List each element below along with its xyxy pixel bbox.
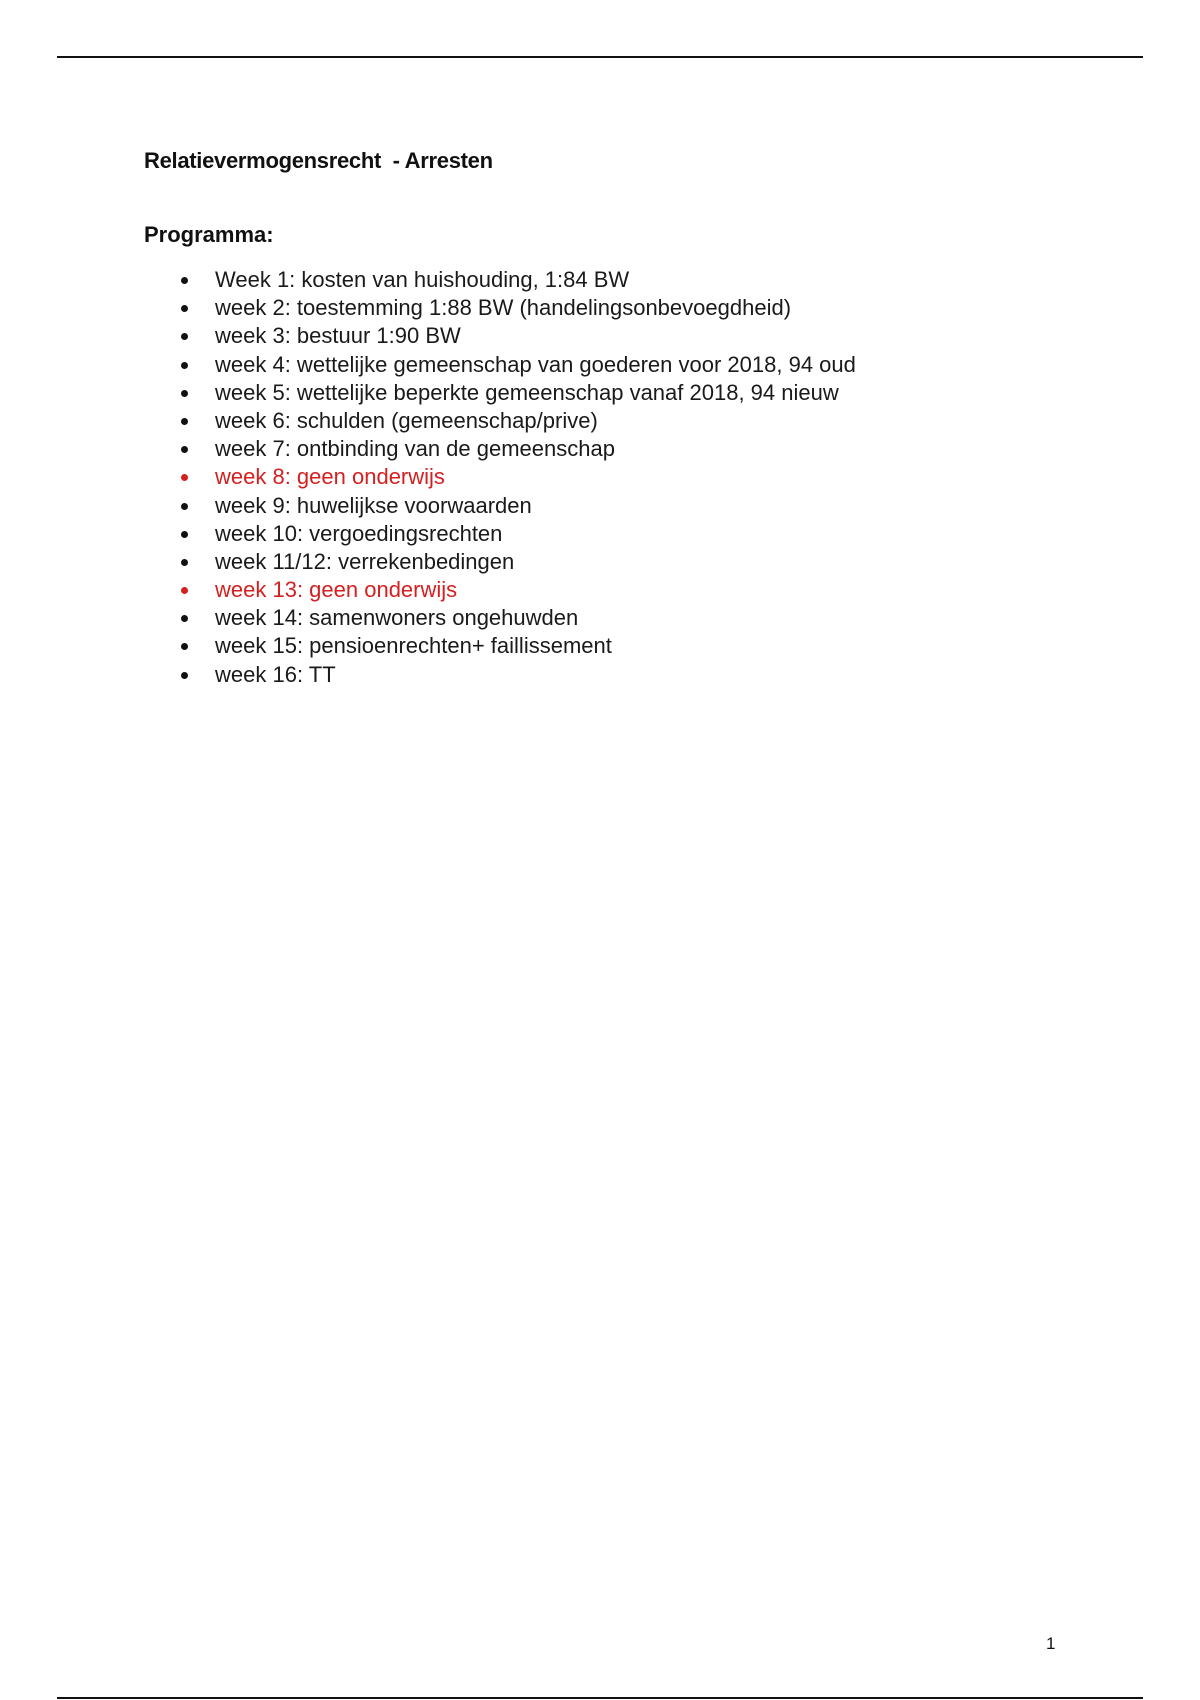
- bullet-icon: [181, 362, 188, 369]
- list-item-text: week 11/12: verrekenbedingen: [215, 548, 515, 574]
- bullet-icon: [181, 474, 188, 481]
- bullet-icon: [181, 559, 188, 566]
- bullet-icon: [181, 503, 188, 510]
- bullet-icon: [181, 333, 188, 340]
- document-title: Relatievermogensrecht - Arresten: [144, 148, 493, 173]
- list-item-text: week 6: schulden (gemeenschap/prive): [215, 407, 598, 433]
- list-item-text: week 15: pensioenrechten+ faillissement: [215, 633, 612, 659]
- bullet-icon: [181, 615, 188, 622]
- bullet-icon: [181, 672, 188, 679]
- list-item-text: week 8: geen onderwijs: [215, 464, 445, 490]
- list-item-text: week 4: wettelijke gemeenschap van goederen voor 2018, 94 oud: [215, 351, 856, 377]
- bullet-icon: [181, 643, 188, 650]
- list-item-text: week 3: bestuur 1:90 BW: [215, 323, 461, 349]
- list-item-text: Week 1: kosten van huishouding, 1:84 BW: [215, 267, 630, 292]
- bullet-icon: [181, 446, 188, 453]
- footer-rule: [57, 1697, 1143, 1699]
- bullet-icon: [181, 277, 188, 284]
- bullet-icon: [181, 390, 188, 397]
- list-item-text: week 7: ontbinding van de gemeenschap: [215, 436, 615, 462]
- header-rule: [57, 56, 1143, 58]
- bullet-icon: [181, 587, 188, 594]
- list-item-text: week 14: samenwoners ongehuwden: [215, 605, 579, 631]
- bullet-icon: [181, 305, 188, 312]
- list-item-text: week 2: toestemming 1:88 BW (handelingsonbevoegdheid): [215, 295, 792, 321]
- list-item-text: week 5: wettelijke beperkte gemeenschap vanaf 2018, 94 nieuw: [215, 379, 839, 405]
- bullet-icon: [181, 418, 188, 425]
- list-item-text: week 9: huwelijkse voorwaarden: [215, 492, 532, 518]
- section-heading: Programma:: [144, 222, 274, 247]
- list-item-text: week 10: vergoedingsrechten: [215, 520, 503, 546]
- page-number: 1: [1046, 1634, 1056, 1653]
- bullet-icon: [181, 531, 188, 538]
- list-item-text: week 13: geen onderwijs: [215, 577, 458, 603]
- list-item-text: week 16: TT: [215, 661, 336, 687]
